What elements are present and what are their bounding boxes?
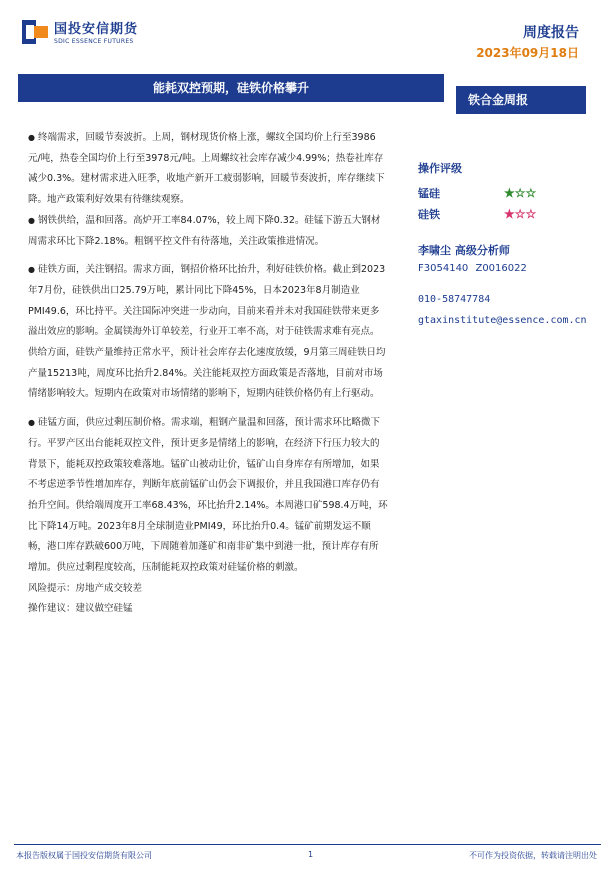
analyst-ids: F3054140 Z0016022	[418, 263, 527, 274]
risk-note: 风险提示：房地产成交较差	[28, 582, 143, 594]
operation-advice: 操作建议：建议做空硅锰	[28, 603, 133, 615]
paragraph-text: 终端需求，回暖节奏波折。上周，钢材现货价格上涨，螺纹全国均价上行至3986元/吨，热卷全国均价上行至3978元/吨。上周螺纹社会库存减少4.99%；热卷社库存减少0.3%。建材需求进入旺季，收地产新开工疲弱影响，回暖节奏波折，库存继续下降。地产政策利好效果有待继续观察。	[28, 132, 385, 206]
paragraph-text: 硅锰方面，供应过剩压制价格。需求端，粗钢产量温和回落，预计需求环比略微下行。平罗产区出台能耗双控文件，预计更多是情绪上的影响，在经济下行压力较大的背景下，能耗双控政策较难落地。锰矿山被动让价，锰矿山自身库存有所增加，如果不考虑逆季节性增加库存，判断年底前锰矿山仍会下调报价，并且我国港口库存仍有抬升空间。供给端周度开工率68.43%，环比抬升2.14%。本周港口矿598.4万吨，环比下降14万吨。2023年8月全球制造业PMI49，环比抬升0.4。锰矿前期发运不顺畅，港口库存跌破600万吨，下周随着加蓬矿和南非矿集中到港一批，预计库存有所增加。供应过剩程度较高，压制能耗双控政策对硅锰价格的刺激。	[28, 417, 388, 574]
rating-name: 锰硅	[418, 186, 440, 200]
logo-mark-icon	[22, 20, 48, 44]
report-date: 2023年09月18日	[476, 46, 579, 60]
rating-name: 硅铁	[418, 207, 440, 221]
report-type: 周度报告	[523, 25, 579, 41]
footer-disclaimer: 不可作为投资依据，转载请注明出处	[469, 851, 597, 860]
rating-row-silicomanganese	[418, 182, 608, 203]
bullet-icon: ●	[28, 133, 35, 142]
page-number: 1	[308, 850, 314, 859]
analyst-name: 李啸尘 高级分析师	[418, 244, 510, 257]
logo-cn: 国投安信期货	[54, 22, 139, 37]
paragraph-text: 硅铁方面，关注钢招。需求方面，钢招价格环比抬升，利好硅铁价格。截止到2023年7月份，硅铁供出口25.79万吨，累计同比下降45%，日本2023年8月制造业PMI49.6，环比持平。关注国际冲突进一步动向，目前来看并未对我国硅铁带来更多溢出效应的影响。金属镁海外订单较差，行业开工率不高，对于硅铁需求难有亮点。供给方面，硅铁产量维持正常水平，预计社会库存去化速度放缓，9月第三周硅铁日均产量15213吨，周度环比抬升2.84%。关注能耗双控方面政策是否落地，目前对市场情绪影响较大。短期内在政策对市场情绪的影响下，短期内硅铁价格仍有上行驱动。	[28, 264, 386, 400]
bullet-icon: ●	[28, 265, 35, 275]
bullet-icon: ●	[28, 418, 35, 428]
rating-heading: 操作评级	[418, 162, 462, 175]
report-body	[28, 128, 388, 620]
report-title: 能耗双控预期，硅铁价格攀升	[18, 74, 444, 102]
paragraph-silicomanganese	[28, 413, 388, 579]
rating-row-ferrosilicon	[418, 203, 608, 224]
star-rating-icon: ★☆☆	[504, 185, 537, 200]
bullet-icon: ●	[28, 215, 35, 225]
paragraph-text: 钢铁供给，温和回落。高炉开工率84.07%，较上周下降0.32。硅锰下游五大钢材周需求环比下降2.18%。粗钢平控文件有待落地，关注政策推进情况。	[28, 214, 381, 247]
section-label: 铁合金周报	[456, 86, 586, 114]
sidebar	[418, 160, 608, 326]
paragraph-ferrosilicon	[28, 260, 388, 405]
logo-en: SDIC ESSENCE FUTURES	[54, 38, 134, 45]
footer-copyright: 本报告版权属于国投安信期货有限公司	[16, 851, 152, 860]
star-rating-icon: ★☆☆	[504, 206, 537, 221]
paragraph-supply	[28, 211, 388, 252]
footer-divider	[14, 844, 601, 845]
paragraph-demand	[28, 128, 388, 211]
contact-phone: 010-58747784	[418, 294, 491, 305]
company-logo	[22, 18, 138, 45]
contact-email[interactable]: gtaxinstitute@essence.com.cn	[418, 315, 587, 326]
